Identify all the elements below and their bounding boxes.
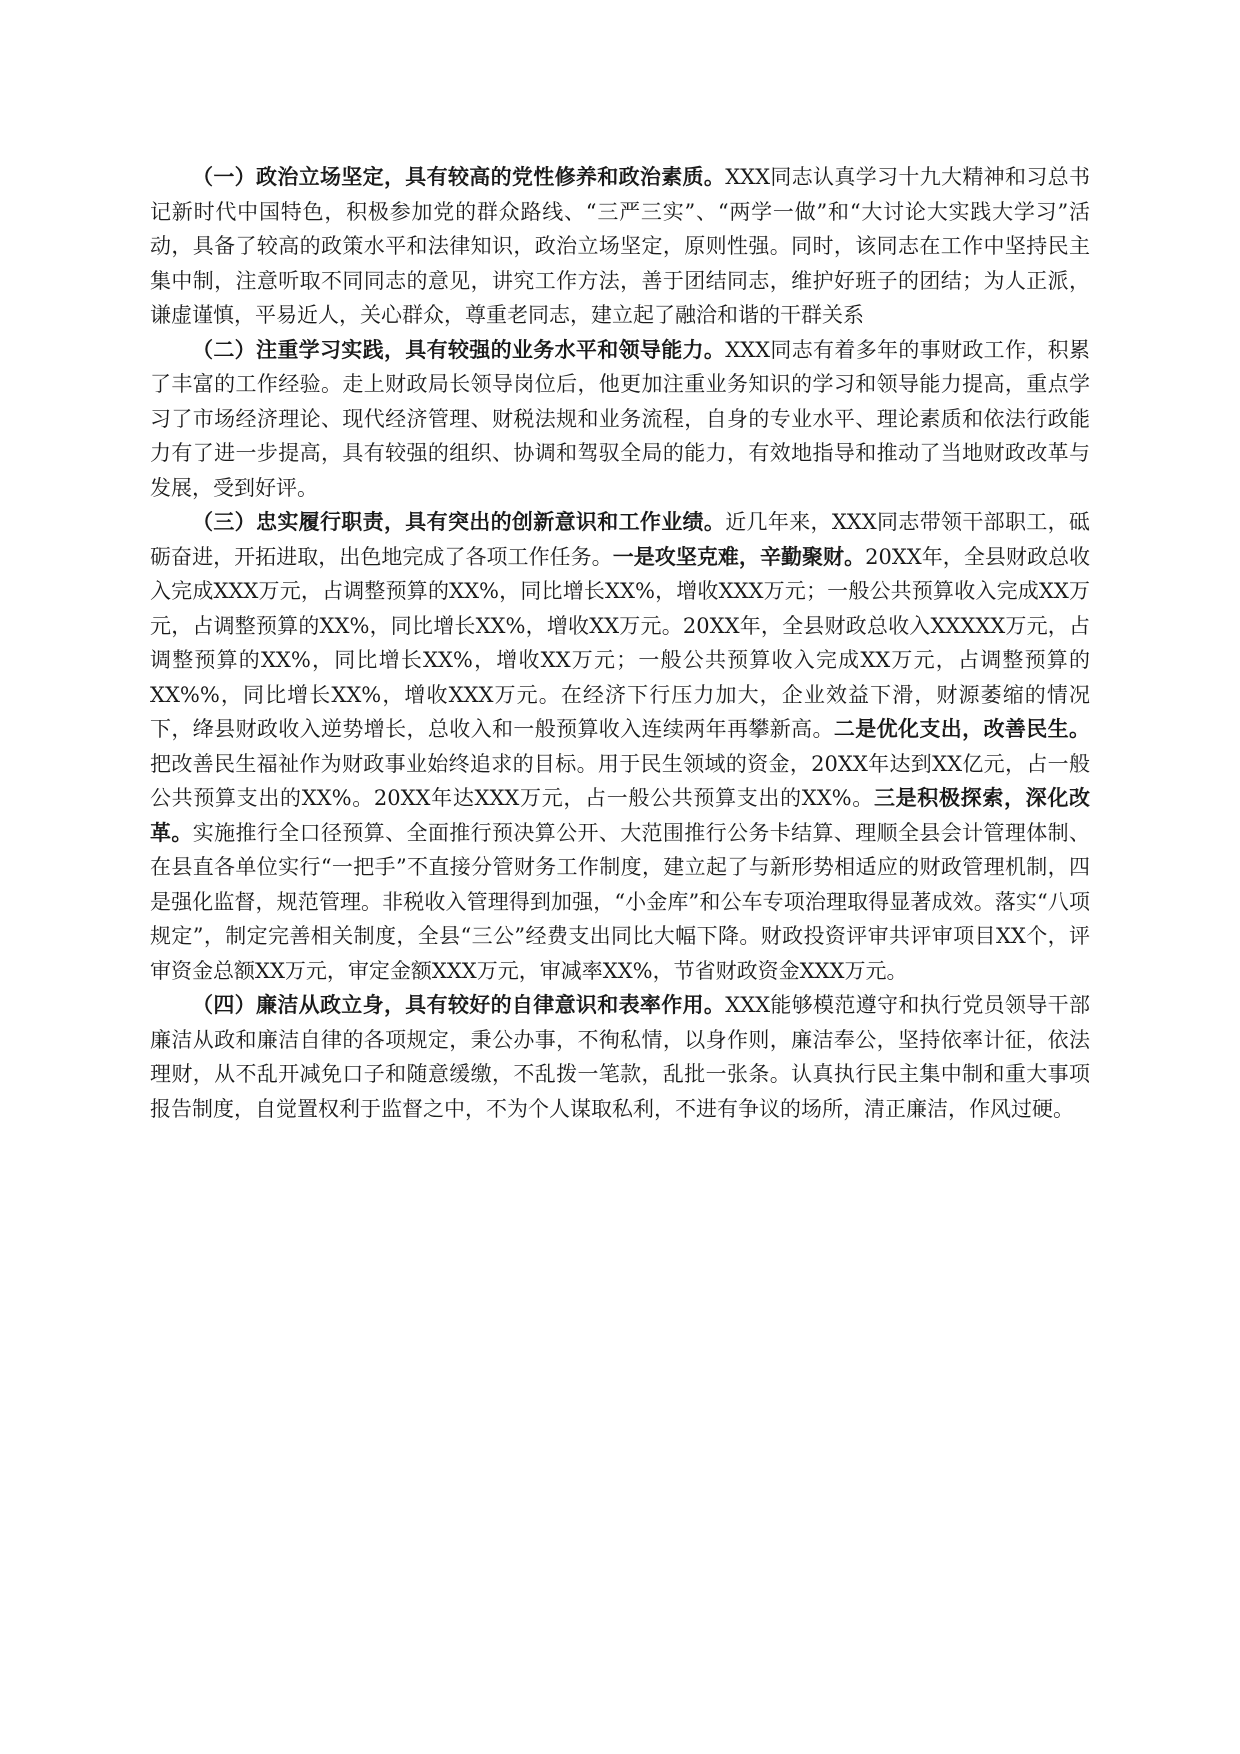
paragraph-integrity bbox=[150, 988, 1090, 1126]
paragraph-heading: （三）忠实履行职责，具有突出的创新意识和工作业绩。 bbox=[192, 509, 726, 534]
subpoint-heading-livelihood: 二是优化支出，改善民生。 bbox=[833, 716, 1090, 741]
document-body bbox=[150, 160, 1090, 1126]
subpoint-heading-revenue: 一是攻坚克难，辛勤聚财。 bbox=[612, 543, 866, 569]
paragraph-heading: （四）廉洁从政立身，具有较好的自律意识和表率作用。 bbox=[192, 992, 726, 1017]
paragraph-duties-achievements bbox=[150, 505, 1090, 988]
paragraph-text: XXX能够模范遵守和执行党员领导干部廉洁从政和廉洁自律的各项规定，秉公办事，不徇私情，以身作则，廉洁奉公，坚持依率计征，依法理财，从不乱开减免口子和随意缓缴，不乱拨一笔款，乱批一张条。认真执行民主集中制和重大事项报告制度，自觉置权利于监督之中，不为个人谋取私利，不进有争议的场所，清正廉洁，作风过硬。 bbox=[150, 993, 1090, 1121]
paragraph-text: XXX同志有着多年的事财政工作，积累了丰富的工作经验。走上财政局长领导岗位后，他更加注重业务知识的学习和领导能力提高，重点学习了市场经济理论、现代经济管理、财税法规和业务流程，自身的专业水平、理论素质和依法行政能力有了进一步提高，具有较强的组织、协调和驾驭全局的能力，有效地指导和推动了当地财政改革与发展，受到好评。 bbox=[150, 337, 1090, 500]
paragraph-heading: （一）政治立场坚定，具有较高的党性修养和政治素质。 bbox=[192, 164, 726, 189]
paragraph-text: XXX同志认真学习十九大精神和习总书记新时代中国特色，积极参加党的群众路线、“三严三实”、“两学一做”和“大讨论大实践大学习”活动，具备了较高的政策水平和法律知识，政治立场坚定，原则性强。同时，该同志在工作中坚持民主集中制，注意听取不同同志的意见，讲究工作方法，善于团结同志，维护好班子的团结；为人正派，谦虚谨慎，平易近人，关心群众，尊重老同志，建立起了融洽和谐的干群关系 bbox=[150, 165, 1090, 327]
paragraph-text: 20XX年，全县财政总收入完成XXX万元，占调整预算的XX%，同比增长XX%，增收XXX万元；一般公共预算收入完成XX万元，占调整预算的XX%，同比增长XX%，增收XX万元。20XX年，全县财政总收入XXXXX万元，占调整预算的XX%，同比增长XX%，增收XX万元；一般公共预算收入完成XX万元，占调整预算的XX%%，同比增长XX%，增收XXX万元。在经济下行压力加大，企业效益下滑，财源萎缩的情况下，绛县财政收入逆势增长，总收入和一般预算收入连续两年再攀新高。 bbox=[150, 544, 1091, 741]
paragraph-text: 实施推行全口径预算、全面推行预决算公开、大范围推行公务卡结算、理顺全县会计管理体制、在县直各单位实行“一把手”不直接分管财务工作制度，建立起了与新形势相适应的财政管理机制，四是强化监督，规范管理。非税收入管理得到加强，“小金库”和公车专项治理取得显著成效。落实“八项规定”，制定完善相关制度，全县“三公”经费支出同比大幅下降。财政投资评审共评审项目XX个，评审资金总额XX万元，审定金额XXX万元，审减率XX%，节省财政资金XXX万元。 bbox=[150, 820, 1091, 983]
subpoint-heading-reform: 三是积极探索，深化改革。 bbox=[150, 785, 1091, 845]
paragraph-text: 近几年来，XXX同志带领干部职工，砥砺奋进，开拓进取，出色地完成了各项工作任务。 bbox=[150, 510, 1090, 569]
paragraph-political-stance bbox=[150, 160, 1090, 333]
paragraph-heading: （二）注重学习实践，具有较强的业务水平和领导能力。 bbox=[192, 336, 726, 362]
paragraph-text: 把改善民生福祉作为财政事业始终追求的目标。用于民生领域的资金，20XX年达到XX亿元，占一般公共预算支出的XX%。20XX年达XXX万元，占一般公共预算支出的XX%。 bbox=[150, 751, 1090, 810]
paragraph-learning-practice bbox=[150, 333, 1090, 506]
